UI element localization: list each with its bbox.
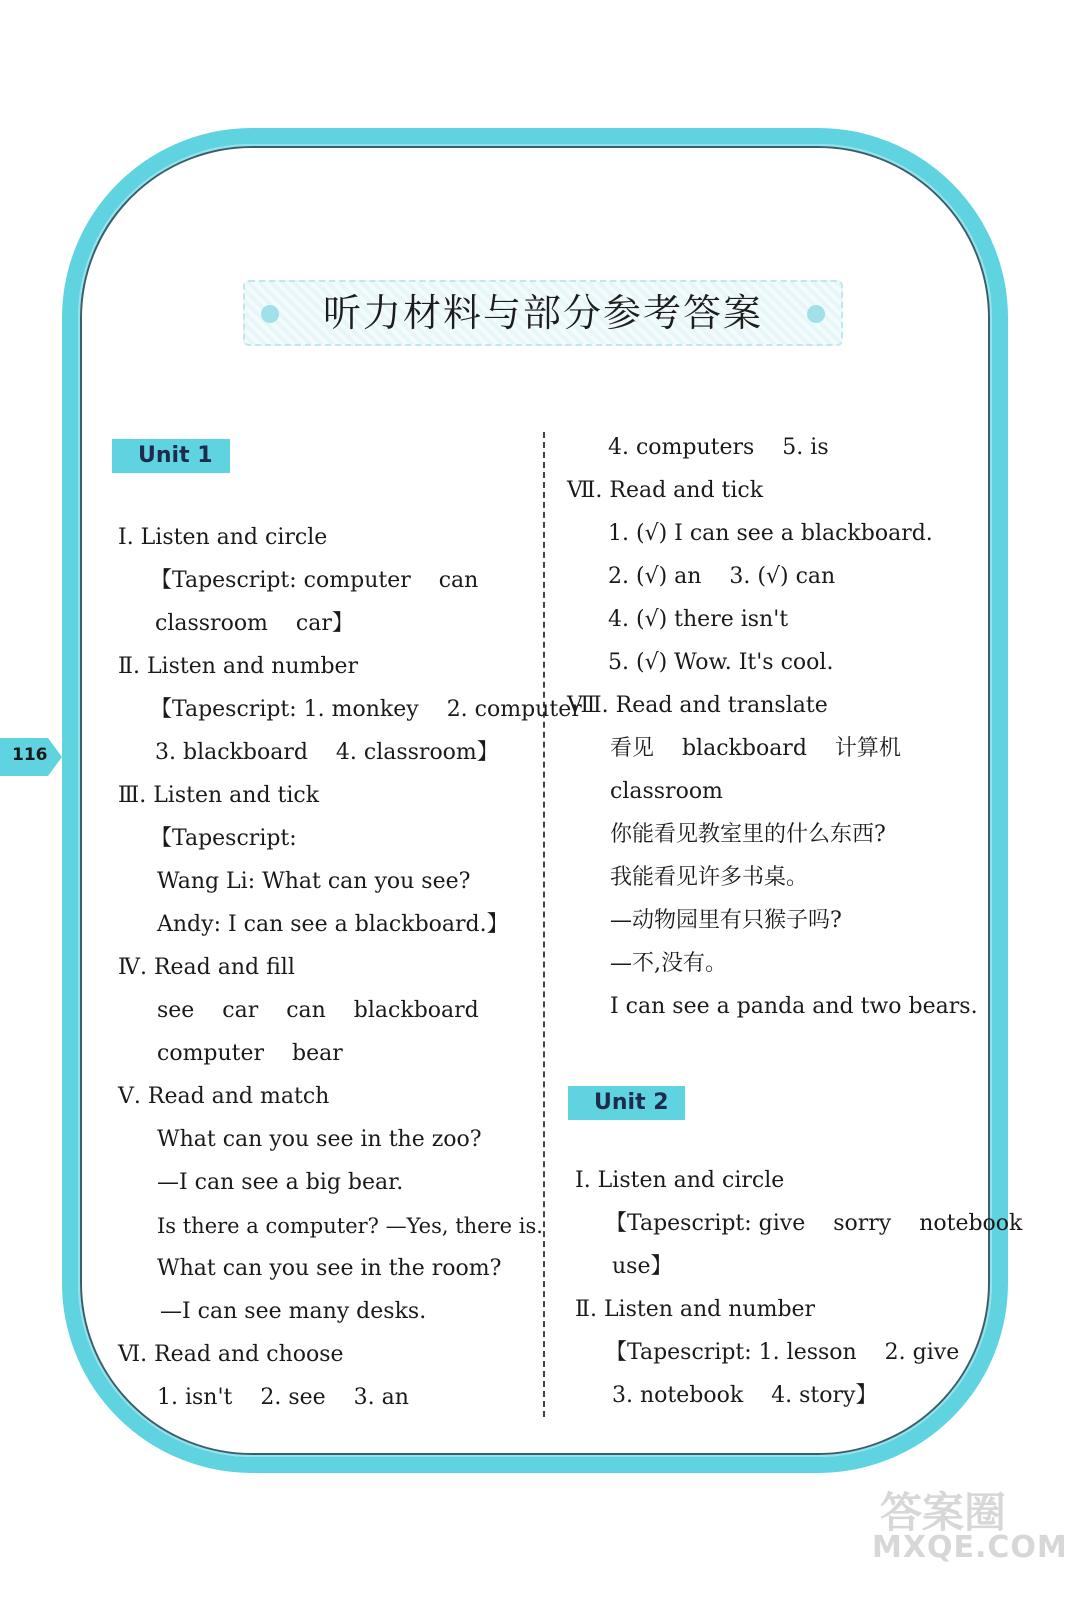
section-heading: Ⅷ. Read and translate <box>567 693 828 718</box>
section-heading: Ⅶ. Read and tick <box>567 478 764 503</box>
page-title: 听力材料与部分参考答案 <box>322 291 763 335</box>
answer-line: I can see a panda and two bears. <box>610 994 978 1019</box>
tapescript-line: classroom car】 <box>155 611 354 636</box>
tapescript-line: 3. blackboard 4. classroom】 <box>155 740 499 765</box>
tapescript-line: 【Tapescript: give sorry notebook <box>605 1211 1023 1236</box>
tapescript-line: Wang Li: What can you see? <box>157 869 471 894</box>
answer-line: Is there a computer? —Yes, there is. <box>157 1214 543 1238</box>
answer-line: 我能看见许多书桌。 <box>610 865 809 890</box>
tapescript-line: use】 <box>612 1254 673 1279</box>
answer-line: —I can see a big bear. <box>157 1170 404 1195</box>
unit-1-tag: Unit 1 <box>112 439 230 473</box>
tapescript-line: 【Tapescript: 1. lesson 2. give <box>605 1340 960 1365</box>
answer-line: 4. computers 5. is <box>608 435 829 460</box>
answer-line: —I can see many desks. <box>160 1299 427 1324</box>
answer-line: —不,没有。 <box>610 951 727 976</box>
tapescript-line: 【Tapescript: 1. monkey 2. computer <box>150 697 582 722</box>
answer-line: 看见 blackboard 计算机 <box>610 736 901 761</box>
section-heading: Ⅳ. Read and fill <box>118 955 295 980</box>
answer-line: computer bear <box>157 1041 343 1066</box>
section-heading: Ⅵ. Read and choose <box>118 1342 344 1367</box>
answer-line: 你能看见教室里的什么东西? <box>610 822 886 847</box>
section-heading: Ⅴ. Read and match <box>118 1084 330 1109</box>
answer-line: see car can blackboard <box>157 998 479 1023</box>
section-heading: Ⅱ. Listen and number <box>575 1297 816 1322</box>
tapescript-line: 3. notebook 4. story】 <box>612 1383 878 1408</box>
answer-line: —动物园里有只猴子吗? <box>610 908 842 933</box>
answer-line: 4. (√) there isn't <box>608 607 789 632</box>
tapescript-line: Andy: I can see a blackboard.】 <box>157 912 509 937</box>
tapescript-line: 【Tapescript: <box>150 826 297 851</box>
watermark-logo: 答案圈 <box>880 1488 1007 1537</box>
answer-line: 2. (√) an 3. (√) can <box>608 564 836 589</box>
answer-line: 5. (√) Wow. It's cool. <box>608 650 834 675</box>
tapescript-line: 【Tapescript: computer can <box>150 568 479 593</box>
answer-line: 1. (√) I can see a blackboard. <box>608 521 933 546</box>
answer-line: What can you see in the room? <box>157 1256 502 1281</box>
answer-line: classroom <box>610 779 723 804</box>
section-heading: Ⅱ. Listen and number <box>118 654 359 679</box>
column-divider <box>543 432 545 1417</box>
watermark-url: MXQE.COM <box>872 1530 1068 1565</box>
answer-line: 1. isn't 2. see 3. an <box>157 1385 409 1410</box>
section-heading: Ⅲ. Listen and tick <box>118 783 320 808</box>
section-heading: Ⅰ. Listen and circle <box>575 1168 785 1193</box>
unit-2-tag: Unit 2 <box>568 1086 685 1120</box>
section-heading: Ⅰ. Listen and circle <box>118 525 328 550</box>
answer-line: What can you see in the zoo? <box>157 1127 482 1152</box>
page-number: 116 <box>12 745 48 765</box>
